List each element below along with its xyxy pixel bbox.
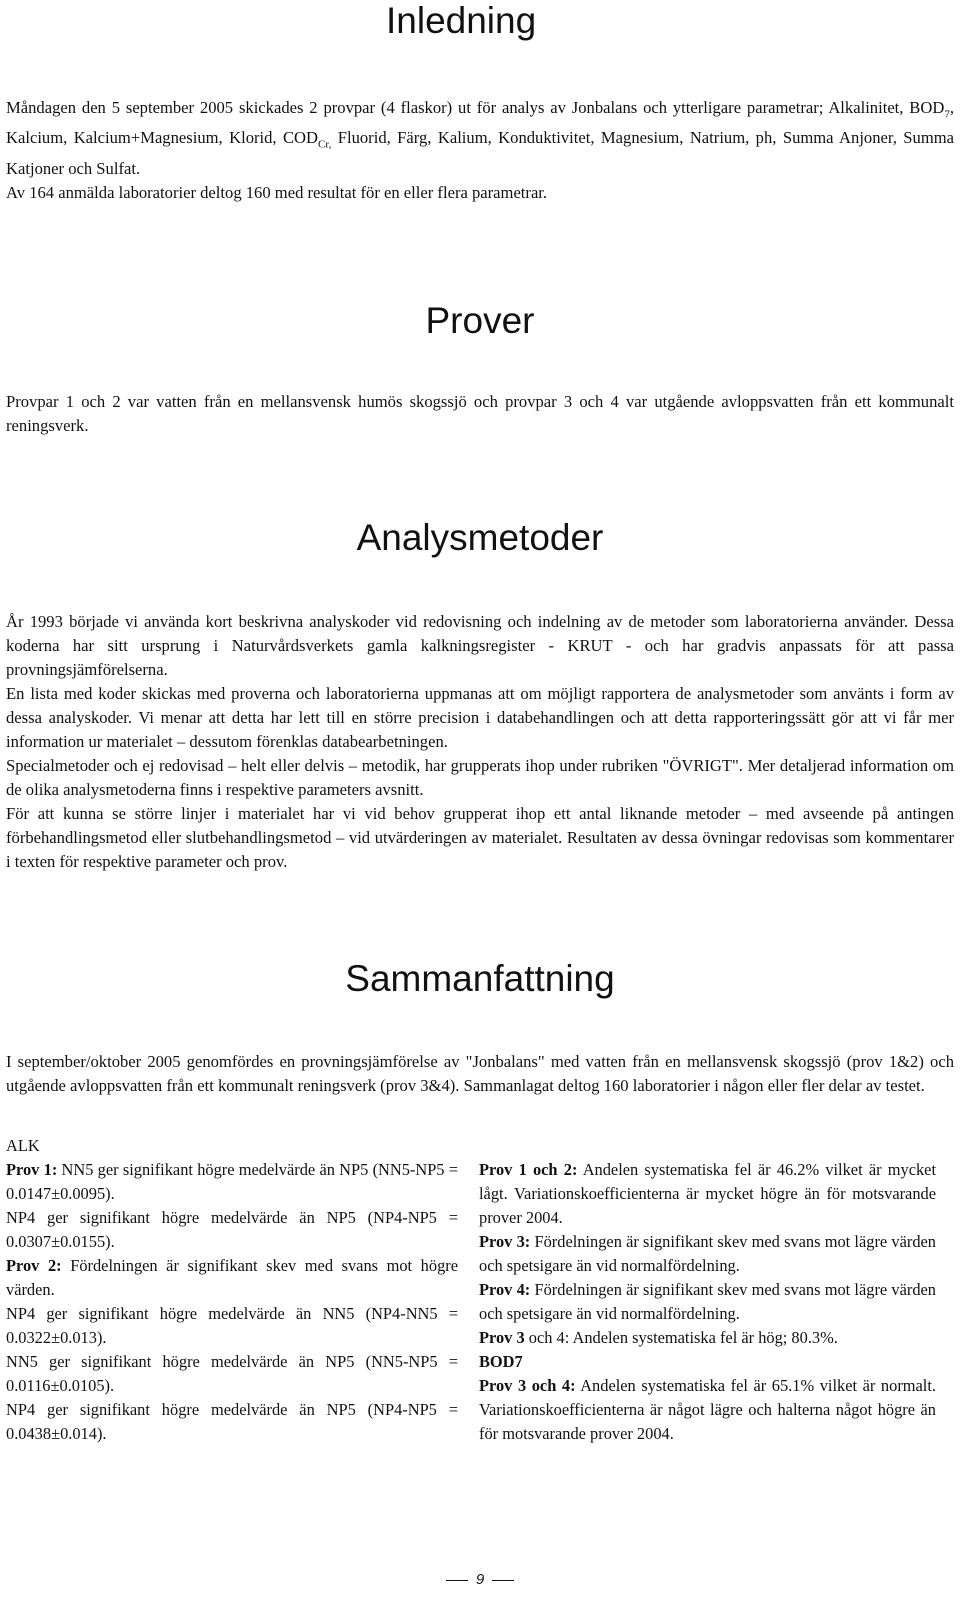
cod-subscript: Cr, xyxy=(318,138,332,151)
right-item-3 xyxy=(479,1278,936,1326)
analys-paragraph-2: En lista med koder skickas med proverna och laboratorierna uppmanas att om möjligt rapportera de analysmetoder som använts i form av dessa analyskoder. Vi menar att detta har lett till en större precision i databehandlingen och att detta rapporteringssätt gör att vi får mer information ur materialet – dessutom förenklas databearbetningen. xyxy=(6,684,954,751)
right-item-3-text: Fördelningen är signifikant skev med svans mot lägre värden och spetsigare än vid normalfördelning. xyxy=(479,1280,936,1323)
right-item-4 xyxy=(479,1326,936,1350)
left-item-2: NP4 ger signifikant högre medelvärde än NP5 (NP4-NP5 = 0.0307±0.0155). xyxy=(6,1208,458,1251)
bod7-title-text: BOD7 xyxy=(479,1352,523,1371)
page-number-dash-right xyxy=(492,1580,514,1581)
heading-prover: Prover xyxy=(425,300,535,341)
intro-paragraph xyxy=(6,96,954,205)
left-item-3-label: Prov 2: xyxy=(6,1256,62,1275)
left-item-1-label: Prov 1: xyxy=(6,1160,58,1179)
bod7-title xyxy=(479,1350,936,1374)
left-column xyxy=(6,1134,458,1446)
right-item-2 xyxy=(479,1230,936,1278)
heading-sammanfattning: Sammanfattning xyxy=(345,958,615,999)
right-item-1-label: Prov 1 och 2: xyxy=(479,1160,578,1179)
analys-paragraph-4: För att kunna se större linjer i materialet har vi vid behov grupperat ihop ett antal liknande metoder – med avseende på antingen förbehandlingsmetod eller slutbehandlingsmetod – vid utvärderingen av materialet. Resultaten av dessa övningar redovisas som kommentarer i texten för respektive parameter och prov. xyxy=(6,804,954,871)
left-item-5: NN5 ger signifikant högre medelvärde än NP5 (NN5-NP5 = 0.0116±0.0105). xyxy=(6,1352,458,1395)
right-item-2-label: Prov 3: xyxy=(479,1232,531,1251)
samman-text: I september/oktober 2005 genomfördes en provningsjämförelse av "Jonbalans" med vatten från en mellansvensk skogssjö (prov 1&2) och utgående avloppsvatten från ett kommunalt reningsverk (prov 3&4). Sammanlagat deltog 160 laboratorier i någon eller fler delar av testet. xyxy=(6,1052,954,1095)
right-item-1 xyxy=(479,1158,936,1230)
page-number-dash-left xyxy=(446,1580,468,1581)
intro-text-b: , Kalcium, Kalcium+Magnesium, Klorid, COD xyxy=(6,98,954,148)
left-item-6: NP4 ger signifikant högre medelvärde än NP5 (NP4-NP5 = 0.0438±0.014). xyxy=(6,1400,458,1443)
page-number xyxy=(0,1571,960,1588)
analysmetoder-section xyxy=(6,610,954,874)
right-item-5 xyxy=(479,1374,936,1446)
intro-line-2: Av 164 anmälda laboratorier deltog 160 med resultat för en eller flera parametrar. xyxy=(6,182,548,202)
right-item-2-text: Fördelningen är signifikant skev med svans mot lägre värden och spetsigare än vid normalfördelning. xyxy=(479,1232,936,1275)
right-column xyxy=(479,1158,936,1446)
left-item-4: NP4 ger signifikant högre medelvärde än NN5 (NP4-NN5 = 0.0322±0.013). xyxy=(6,1304,458,1347)
left-item-3-text: Fördelningen är signifikant skev med svans mot högre värden. xyxy=(6,1256,459,1299)
intro-line-1 xyxy=(6,96,954,181)
page-number-value: 9 xyxy=(475,1571,485,1588)
sammanfattning-paragraph xyxy=(6,1050,954,1098)
right-item-1-text: Andelen systematiska fel är 46.2% vilket är mycket lågt. Variationskoefficienterna är mycket högre än för motsvarande prover 2004. xyxy=(479,1160,937,1227)
analys-paragraph-1: År 1993 började vi använda kort beskrivna analyskoder vid redovisning och indelning av de metoder som laboratorierna använder. Dessa koderna har sitt ursprung i Naturvårdsverkets gamla kalkningsregister - KRUT - och har gradvis anpassats för att passa provningsjämförelserna. xyxy=(6,612,954,679)
intro-text-a: Måndagen den 5 september 2005 skickades 2 provpar (4 flaskor) ut för analys av Jonbalans och ytterligare parametrar; Alkalinitet, BOD xyxy=(6,98,945,117)
alk-title: ALK xyxy=(6,1136,40,1155)
left-item-1-text: NN5 ger signifikant högre medelvärde än NP5 (NN5-NP5 = 0.0147±0.0095). xyxy=(6,1160,458,1203)
left-item-3 xyxy=(6,1254,458,1302)
heading-inledning: Inledning xyxy=(386,0,537,41)
right-item-5-label: Prov 3 och 4: xyxy=(479,1376,576,1395)
prover-text: Provpar 1 och 2 var vatten från en mellansvensk humös skogssjö och provpar 3 och 4 var utgående avloppsvatten från ett kommunalt reningsverk. xyxy=(6,392,954,435)
left-item-1 xyxy=(6,1158,458,1206)
prover-paragraph xyxy=(6,390,954,438)
heading-analysmetoder: Analysmetoder xyxy=(356,517,604,558)
right-item-4-label: Prov 3 xyxy=(479,1328,525,1347)
right-item-4-text: och 4: Andelen systematiska fel är hög; 80.3%. xyxy=(524,1328,838,1347)
right-item-3-label: Prov 4: xyxy=(479,1280,531,1299)
right-item-5-text: Andelen systematiska fel är 65.1% vilket är normalt. Variationskoefficienterna är något lägre och halterna något högre än för motsvarande prover 2004. xyxy=(479,1376,937,1443)
intro-text-c: Fluorid, Färg, Kalium, Konduktivitet, Magnesium, Natrium, ph, Summa Anjoner, Summa Katjoner och Sulfat. xyxy=(6,128,955,178)
analys-paragraph-3: Specialmetoder och ej redovisad – helt eller delvis – metodik, har grupperats ihop under rubriken "ÖVRIGT". Mer detaljerad information om de olika analysmetoderna finns i respektive parameters avsnitt. xyxy=(6,756,954,799)
bod-subscript: 7 xyxy=(944,108,950,121)
